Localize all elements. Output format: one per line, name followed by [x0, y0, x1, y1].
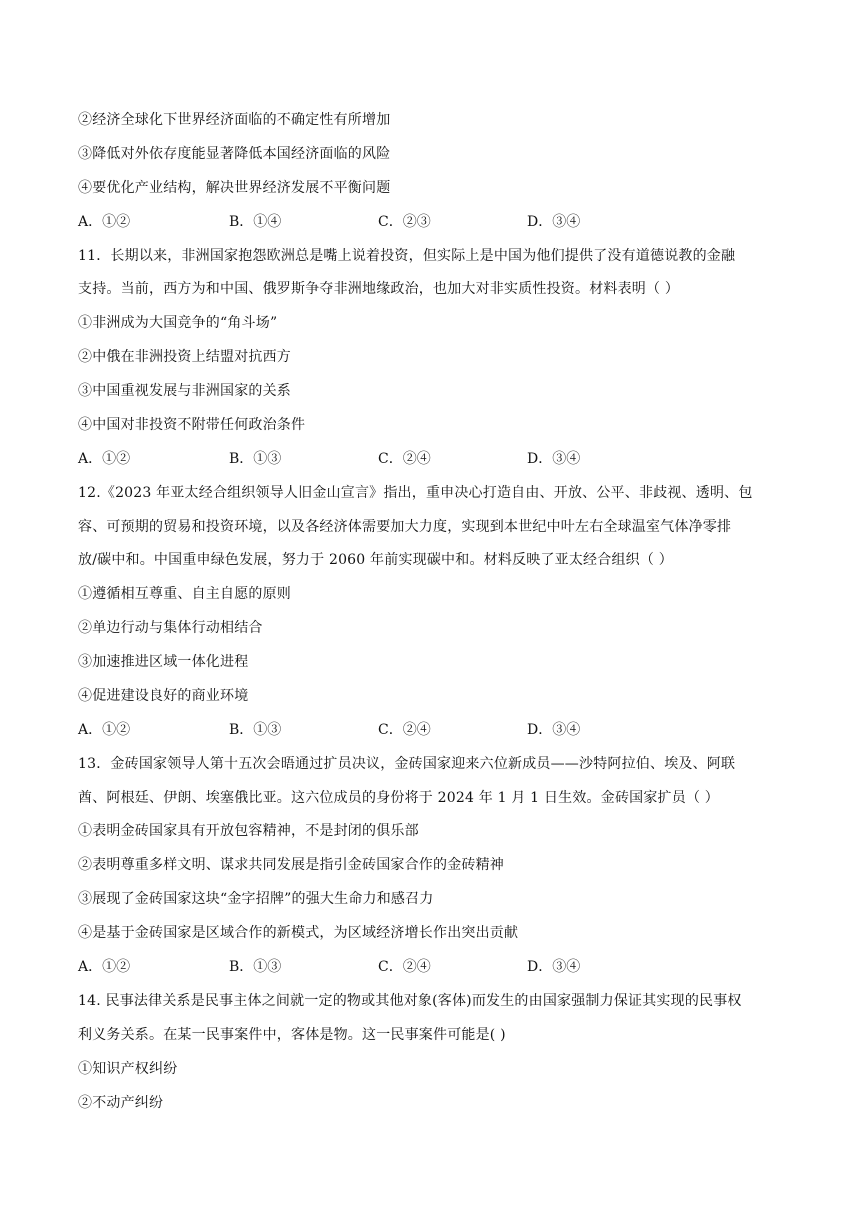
option-a: A．①② [78, 959, 131, 975]
q13-item-1: ①表明金砖国家具有开放包容精神，不是封闭的俱乐部 [78, 823, 419, 839]
q14-item-2: ②不动产纠纷 [78, 1095, 164, 1111]
q14-stem-line-2: 利义务关系。在某一民事案件中，客体是物。这一民事案件可能是( ) [78, 1027, 506, 1043]
q11-item-4: ④中国对非投资不附带任何政治条件 [78, 417, 306, 433]
option-b: B．①③ [229, 959, 282, 975]
q13-item-3: ③展现了金砖国家这块“金字招牌”的强大生命力和感召力 [78, 891, 434, 907]
q13-item-4: ④是基于金砖国家是区域合作的新模式，为区域经济增长作出突出贡献 [78, 925, 519, 941]
option-d: D．③④ [527, 214, 581, 230]
q11-item-2: ②中俄在非洲投资上结盟对抗西方 [78, 349, 291, 365]
q12-item-1: ①遵循相互尊重、自主自愿的原则 [78, 586, 291, 602]
q12-stem-line-1: 12.《2023 年亚太经合组织领导人旧金山宣言》指出，重申决心打造自由、开放、公平、非歧视、透明、包 [78, 485, 753, 501]
q13-stem-line-2: 酋、阿根廷、伊朗、埃塞俄比亚。这六位成员的身份将于 2024 年 1 月 1 日生效。金砖国家扩员（ ） [78, 790, 719, 806]
option-a: A．①② [78, 451, 131, 467]
option-c: C．②③ [378, 214, 431, 230]
q11-item-3: ③中国重视发展与非洲国家的关系 [78, 383, 291, 399]
prev-item-3: ③降低对外依存度能显著降低本国经济面临的风险 [78, 146, 391, 162]
prev-item-2: ②经济全球化下世界经济面临的不确定性有所增加 [78, 112, 391, 128]
option-d: D．③④ [527, 959, 581, 975]
option-d: D．③④ [527, 722, 581, 738]
option-c: C．②④ [378, 959, 431, 975]
option-a: A．①② [78, 722, 131, 738]
q12-stem-line-2: 容、可预期的贸易和投资环境，以及各经济体需要加大力度，实现到本世纪中叶左右全球温室气体净零排 [78, 519, 732, 535]
q13-stem-line-1: 13．金砖国家领导人第十五次会晤通过扩员决议，金砖国家迎来六位新成员——沙特阿拉伯、埃及、阿联 [78, 756, 736, 772]
q12-item-3: ③加速推进区域一体化进程 [78, 654, 249, 670]
q13-item-2: ②表明尊重多样文明、谋求共同发展是指引金砖国家合作的金砖精神 [78, 857, 504, 873]
option-b: B．①③ [229, 722, 282, 738]
option-c: C．②④ [378, 722, 431, 738]
q14-stem-line-1: 14. 民事法律关系是民事主体之间就一定的物或其他对象(客体)而发生的由国家强制力保证其实现的民事权 [78, 993, 742, 1009]
q11-stem-line-2: 支持。当前，西方为和中国、俄罗斯争夺非洲地缘政治，也加大对非实质性投资。材料表明（ ） [78, 281, 680, 297]
q11-stem-line-1: 11．长期以来，非洲国家抱怨欧洲总是嘴上说着投资，但实际上是中国为他们提供了没有道德说教的金融 [78, 248, 736, 264]
q12-item-4: ④促进建设良好的商业环境 [78, 688, 249, 704]
option-b: B．①④ [229, 214, 282, 230]
prev-item-4: ④要优化产业结构，解决世界经济发展不平衡问题 [78, 180, 391, 196]
q14-item-1: ①知识产权纠纷 [78, 1061, 178, 1077]
option-a: A．①② [78, 214, 131, 230]
option-c: C．②④ [378, 451, 431, 467]
q11-item-1: ①非洲成为大国竞争的“角斗场” [78, 315, 278, 331]
option-d: D．③④ [527, 451, 581, 467]
q12-item-2: ②单边行动与集体行动相结合 [78, 620, 263, 636]
option-b: B．①③ [229, 451, 282, 467]
q12-stem-line-3: 放/碳中和。中国重申绿色发展，努力于 2060 年前实现碳中和。材料反映了亚太经合组织（ ） [78, 552, 673, 568]
